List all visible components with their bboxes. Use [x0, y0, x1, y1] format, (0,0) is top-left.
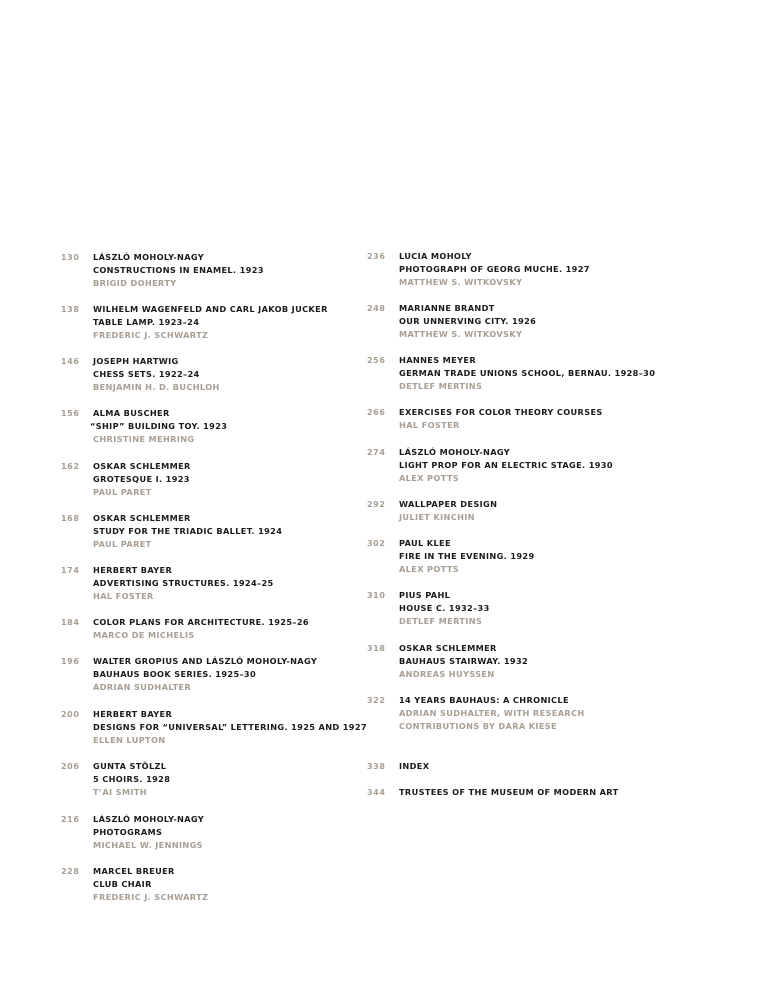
entry-title: GUNTA STÖLZL [93, 761, 167, 771]
page-number: 292 [367, 500, 386, 509]
page-number: 130 [61, 253, 80, 262]
entry-author: ALEX POTTS [399, 473, 460, 483]
entry-author: HAL FOSTER [93, 591, 154, 601]
entry-lines [399, 498, 497, 524]
entry-author: T’AI SMITH [93, 787, 147, 797]
entry-lines [93, 616, 309, 642]
entry-title: ALMA BUSCHER [93, 408, 170, 418]
entry-author: CHRISTINE MEHRING [93, 434, 195, 444]
entry-title: PIUS PAHL [399, 590, 451, 600]
entry-title: GROTESQUE I. 1923 [93, 474, 190, 484]
page-number: 266 [367, 408, 386, 417]
entry-author: ADRIAN SUDHALTER, WITH RESEARCH [399, 708, 585, 718]
entry-lines [93, 865, 208, 904]
entry-title: 14 YEARS BAUHAUS: A CHRONICLE [399, 695, 569, 705]
page-number: 146 [61, 357, 80, 366]
entry-title: EXERCISES FOR COLOR THEORY COURSES [399, 407, 603, 417]
entry-author: ELLEN LUPTON [93, 735, 166, 745]
page-number: 322 [367, 696, 386, 705]
entry-author: ALEX POTTS [399, 564, 460, 574]
page-number: 216 [61, 815, 80, 824]
entry-lines [399, 354, 655, 393]
entry-lines [93, 813, 204, 852]
entry-title: CONSTRUCTIONS IN ENAMEL. 1923 [93, 265, 264, 275]
page-number: 236 [367, 252, 386, 261]
page-number: 310 [367, 591, 386, 600]
entry-author: MICHAEL W. JENNINGS [93, 840, 203, 850]
entry-author: ANDREAS HUYSSEN [399, 669, 495, 679]
entry-lines [93, 355, 220, 394]
entry-lines [399, 786, 619, 799]
entry-title: PAUL KLEE [399, 538, 451, 548]
entry-title: LÁSZLÓ MOHOLY-NAGY [93, 252, 205, 262]
entry-author: MATTHEW S. WITKOVSKY [399, 329, 523, 339]
entry-lines [93, 303, 328, 342]
entry-title: TABLE LAMP. 1923–24 [93, 317, 200, 327]
page-number: 338 [367, 762, 386, 771]
entry-lines [399, 302, 536, 341]
entry-author: ADRIAN SUDHALTER [93, 682, 191, 692]
page-number: 184 [61, 618, 80, 627]
entry-lines [93, 512, 282, 551]
entry-title: COLOR PLANS FOR ARCHITECTURE. 1925–26 [93, 617, 309, 627]
entry-author: FREDERIC J. SCHWARTZ [93, 892, 209, 902]
entry-lines [399, 642, 528, 681]
page-number: 302 [367, 539, 386, 548]
entry-author: PAUL PARET [93, 487, 152, 497]
entry-lines [399, 589, 490, 628]
page-number: 156 [61, 409, 80, 418]
entry-title: FIRE IN THE EVENING. 1929 [399, 551, 535, 561]
entry-author: FREDERIC J. SCHWARTZ [93, 330, 209, 340]
entry-author: JULIET KINCHIN [399, 512, 475, 522]
entry-title: OSKAR SCHLEMMER [93, 513, 191, 523]
entry-title: LIGHT PROP FOR AN ELECTRIC STAGE. 1930 [399, 460, 613, 470]
entry-lines [399, 760, 429, 773]
entry-author: PAUL PARET [93, 539, 152, 549]
page-number: 274 [367, 448, 386, 457]
entry-title: HOUSE C. 1932–33 [399, 603, 490, 613]
entry-lines [399, 446, 613, 485]
entry-author: MARCO DE MICHELIS [93, 630, 195, 640]
entry-lines [93, 655, 317, 694]
entry-title: WILHELM WAGENFELD AND CARL JAKOB JUCKER [93, 304, 328, 314]
entry-title: BAUHAUS STAIRWAY. 1932 [399, 656, 529, 666]
entry-lines [399, 250, 590, 289]
entry-author: BRIGID DOHERTY [93, 278, 177, 288]
entry-lines [93, 760, 170, 799]
entry-title: INDEX [399, 761, 430, 771]
page-number: 138 [61, 305, 80, 314]
entry-author: DETLEF MERTINS [399, 616, 483, 626]
entry-title: JOSEPH HARTWIG [93, 356, 179, 366]
entry-author: BENJAMIN H. D. BUCHLOH [93, 382, 220, 392]
entry-title: OSKAR SCHLEMMER [399, 643, 497, 653]
entry-title: STUDY FOR THE TRIADIC BALLET. 1924 [93, 526, 283, 536]
entry-author: DETLEF MERTINS [399, 381, 483, 391]
entry-title: MARCEL BREUER [93, 866, 175, 876]
page-number: 196 [61, 657, 80, 666]
entry-title: BAUHAUS BOOK SERIES. 1925–30 [93, 669, 257, 679]
entry-lines [93, 564, 274, 603]
page-number: 248 [367, 304, 386, 313]
entry-title: OSKAR SCHLEMMER [93, 461, 191, 471]
entry-title: HERBERT BAYER [93, 709, 173, 719]
entry-title: ADVERTISING STRUCTURES. 1924–25 [93, 578, 274, 588]
entry-title: CLUB CHAIR [93, 879, 152, 889]
entry-title: TRUSTEES OF THE MUSEUM OF MODERN ART [399, 787, 619, 797]
entry-lines [399, 537, 535, 576]
entry-author: MATTHEW S. WITKOVSKY [399, 277, 523, 287]
entry-lines [399, 694, 585, 733]
entry-title: HANNES MEYER [399, 355, 476, 365]
entry-author: HAL FOSTER [399, 420, 460, 430]
entry-lines [399, 406, 603, 432]
entry-title: MARIANNE BRANDT [399, 303, 495, 313]
entry-lines [90, 407, 228, 446]
entry-author: CONTRIBUTIONS BY DARA KIESE [399, 721, 557, 731]
entry-title: WALLPAPER DESIGN [399, 499, 498, 509]
page-number: 174 [61, 566, 80, 575]
entry-lines [93, 460, 191, 499]
entry-title: DESIGNS FOR “UNIVERSAL” LETTERING. 1925 AND 1927 [93, 722, 367, 732]
page-number: 162 [61, 462, 80, 471]
entry-title: LUCIA MOHOLY [399, 251, 472, 261]
entry-title: 5 CHOIRS. 1928 [93, 774, 171, 784]
page-number: 228 [61, 867, 80, 876]
entry-title: PHOTOGRAPH OF GEORG MUCHE. 1927 [399, 264, 590, 274]
entry-title: LÁSZLÓ MOHOLY-NAGY [93, 814, 205, 824]
page-number: 318 [367, 644, 386, 653]
entry-title: CHESS SETS. 1922–24 [93, 369, 200, 379]
entry-title: OUR UNNERVING CITY. 1926 [399, 316, 537, 326]
entry-title: GERMAN TRADE UNIONS SCHOOL, BERNAU. 1928–30 [399, 368, 656, 378]
page-number: 206 [61, 762, 80, 771]
entry-title: LÁSZLÓ MOHOLY-NAGY [399, 447, 511, 457]
page-number: 168 [61, 514, 80, 523]
entry-title: “SHIP” BUILDING TOY. 1923 [90, 421, 228, 431]
entry-title: PHOTOGRAMS [93, 827, 163, 837]
entry-title: HERBERT BAYER [93, 565, 173, 575]
page-number: 344 [367, 788, 386, 797]
page-number: 200 [61, 710, 80, 719]
entry-lines [93, 251, 264, 290]
page-number: 256 [367, 356, 386, 365]
entry-title: WALTER GROPIUS AND LÁSZLÓ MOHOLY-NAGY [93, 656, 318, 666]
entry-lines [93, 708, 367, 747]
